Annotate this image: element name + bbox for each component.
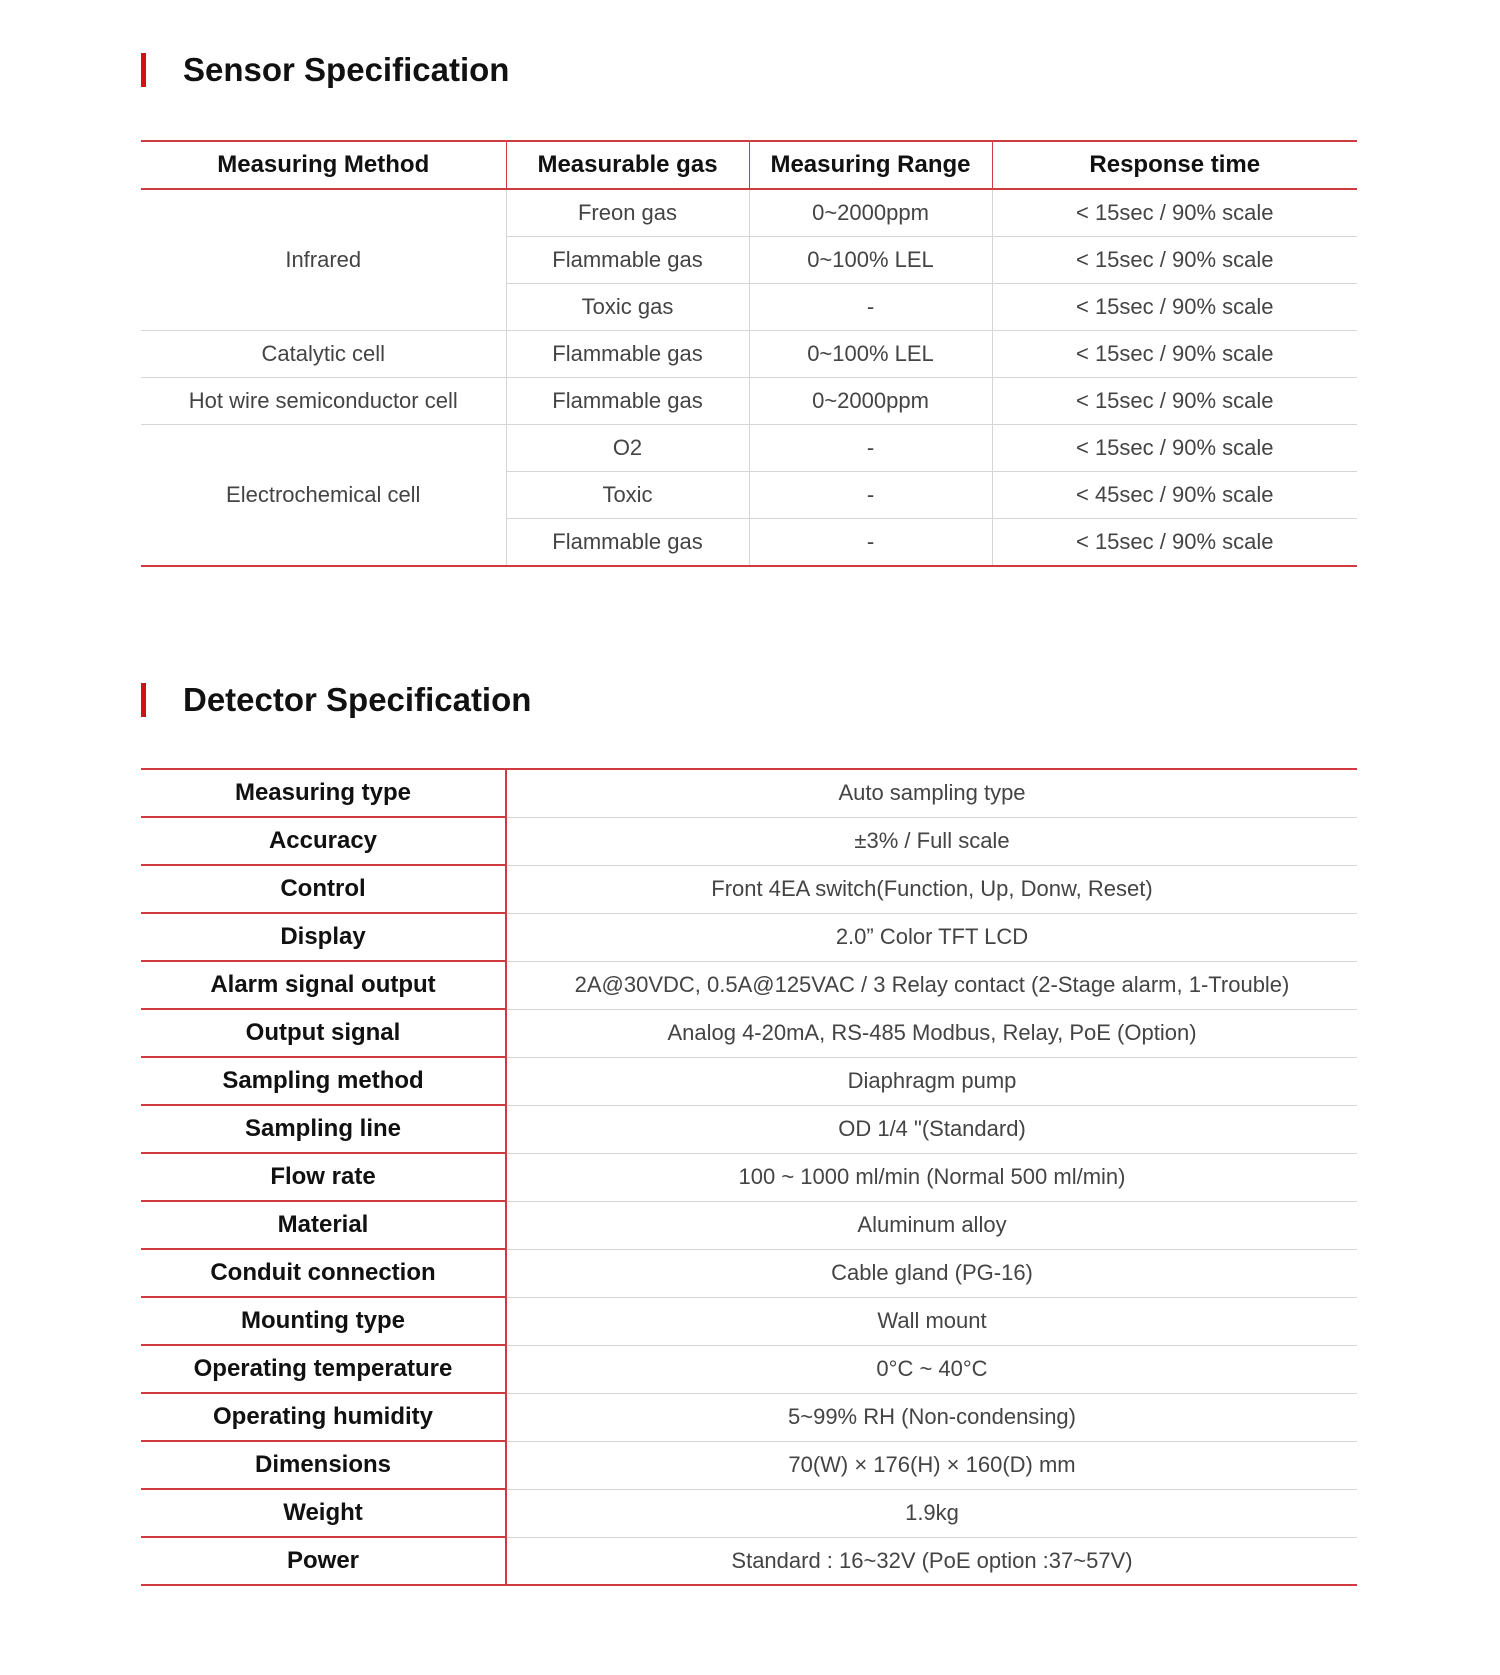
sensor-section-heading [141,50,1357,90]
range-cell: 0~2000ppm [749,189,992,237]
method-cell: Infrared [141,189,506,331]
method-cell: Catalytic cell [141,331,506,378]
title-accent-bar [141,683,146,717]
range-cell: 0~100% LEL [749,237,992,284]
spec-value: Standard : 16~32V (PoE option :37~57V) [731,1547,1133,1573]
response-cell: < 15sec / 90% scale [992,378,1357,425]
spec-value: Wall mount [506,1297,1357,1345]
spec-value: 5~99% RH (Non-condensing) [506,1393,1357,1441]
spec-value: 0°C ~ 40°C [506,1345,1357,1393]
spec-label: Display [141,913,506,961]
range-cell: 0~100% LEL [749,331,992,378]
table-row [141,1249,1357,1297]
response-cell: < 15sec / 90% scale [992,237,1357,284]
spec-value: 1.9kg [506,1489,1357,1537]
spec-label: Control [141,865,506,913]
response-cell: < 15sec / 90% scale [992,519,1357,567]
spec-label: Operating temperature [141,1345,506,1393]
sensor-table-header-row [141,141,1357,189]
range-cell: - [749,284,992,331]
sensor-specification-section [141,50,1357,567]
gas-cell: Freon gas [506,189,749,237]
table-row [141,1153,1357,1201]
table-row [141,425,1357,472]
spec-label: Power [141,1537,506,1585]
spec-value: 100 ~ 1000 ml/min (Normal 500 ml/min) [506,1153,1357,1201]
spec-label: Alarm signal output [141,961,506,1009]
table-row [141,1297,1357,1345]
table-row [141,1345,1357,1393]
spec-label: Mounting type [141,1297,506,1345]
header-response-time: Response time [992,141,1357,189]
spec-label: Material [141,1201,506,1249]
table-row [141,378,1357,425]
spec-label: Accuracy [141,817,506,865]
response-cell: < 15sec / 90% scale [992,425,1357,472]
spec-label: Operating humidity [141,1393,506,1441]
spec-label: Weight [141,1489,506,1537]
detector-table-body [141,769,1357,1585]
spec-value: Diaphragm pump [506,1057,1357,1105]
spec-value: Aluminum alloy [506,1201,1357,1249]
spec-value: OD 1/4 "(Standard) [506,1105,1357,1153]
spec-label: Dimensions [141,1441,506,1489]
detector-spec-table [141,768,1357,1586]
table-row [141,1489,1357,1537]
range-cell: - [749,519,992,567]
spec-label: Sampling line [141,1105,506,1153]
response-cell: < 15sec / 90% scale [992,331,1357,378]
range-cell: 0~2000ppm [749,378,992,425]
table-row [141,1057,1357,1105]
spec-value: Front 4EA switch(Function, Up, Donw, Reset) [506,865,1357,913]
spec-value: 70(W) × 176(H) × 160(D) mm [506,1441,1357,1489]
spec-label: Flow rate [141,1153,506,1201]
table-row [141,1201,1357,1249]
spec-value: Cable gland (PG-16) [506,1249,1357,1297]
spec-value: ±3% / Full scale [506,817,1357,865]
response-cell: < 15sec / 90% scale [992,284,1357,331]
detector-section-title: Detector Specification [183,681,532,718]
response-cell: < 45sec / 90% scale [992,472,1357,519]
spec-label: Measuring type [141,769,506,817]
gas-cell: Flammable gas [506,378,749,425]
table-row [141,1105,1357,1153]
range-cell: - [749,425,992,472]
header-measuring-method: Measuring Method [141,141,506,189]
method-cell: Hot wire semiconductor cell [141,378,506,425]
detector-section-heading [141,680,1357,720]
table-row [141,1009,1357,1057]
gas-cell: Flammable gas [506,519,749,567]
table-row [141,865,1357,913]
table-row [141,961,1357,1009]
detector-specification-section [141,680,1357,1586]
table-row [141,1393,1357,1441]
header-measurable-gas: Measurable gas [506,141,749,189]
table-row [141,769,1357,817]
header-measuring-range: Measuring Range [749,141,992,189]
title-accent-bar [141,53,146,87]
gas-cell: O2 [506,425,749,472]
table-row [141,817,1357,865]
spec-value: Analog 4-20mA, RS-485 Modbus, Relay, PoE (Option) [506,1009,1357,1057]
table-row [141,331,1357,378]
gas-cell: Flammable gas [506,331,749,378]
sensor-spec-table [141,140,1357,567]
sensor-section-title: Sensor Specification [183,51,510,88]
method-cell: Electrochemical cell [226,482,421,507]
spec-value: 2A@30VDC, 0.5A@125VAC / 3 Relay contact (2-Stage alarm, 1-Trouble) [506,961,1357,1009]
table-row [141,189,1357,237]
range-cell: - [749,472,992,519]
spec-value: Auto sampling type [506,769,1357,817]
spec-label: Conduit connection [141,1249,506,1297]
gas-cell: Toxic [506,472,749,519]
spec-label: Output signal [141,1009,506,1057]
gas-cell: Toxic gas [506,284,749,331]
table-row [141,1537,1357,1585]
spec-value: 2.0” Color TFT LCD [506,913,1357,961]
table-row [141,1441,1357,1489]
response-cell: < 15sec / 90% scale [992,189,1357,237]
spec-label: Sampling method [141,1057,506,1105]
gas-cell: Flammable gas [506,237,749,284]
table-row [141,913,1357,961]
